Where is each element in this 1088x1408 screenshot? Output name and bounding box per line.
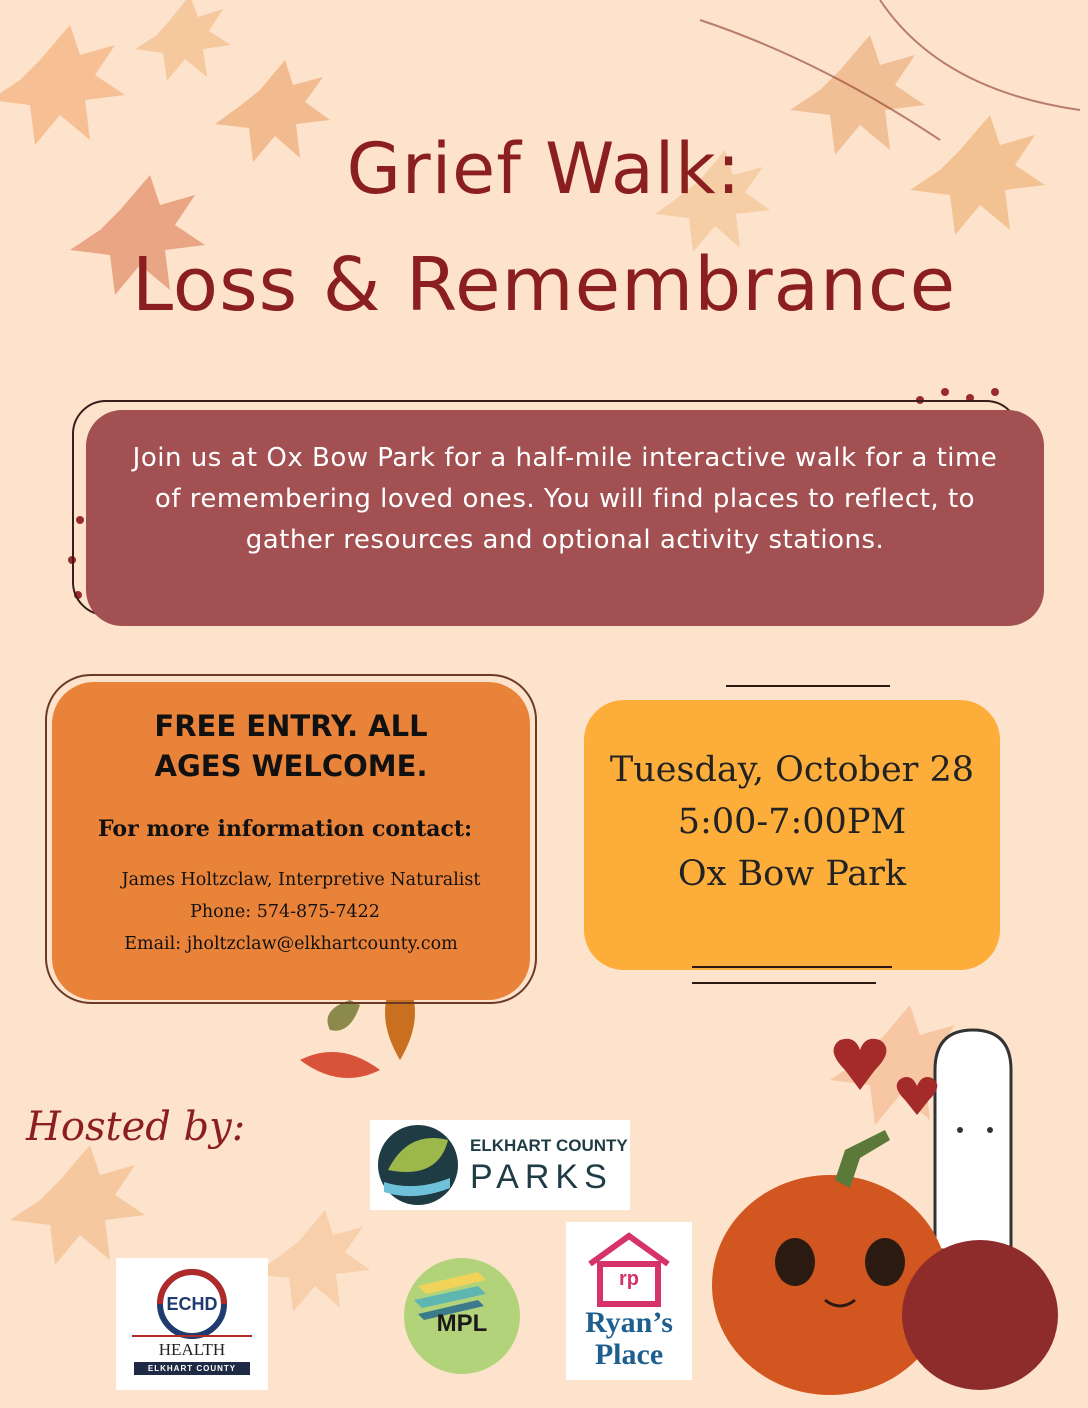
- date-box: [584, 700, 1000, 970]
- title-line-1: Grief Walk:: [346, 128, 742, 210]
- parks-line-2: PARKS: [470, 1158, 613, 1196]
- mpl-logo: [378, 1216, 558, 1376]
- hosted-by-label: Hosted by:: [26, 1104, 246, 1150]
- free-entry-text: FREE ENTRY. ALL AGES WELCOME.: [154, 709, 428, 783]
- intro-text: Join us at Ox Bow Park for a half-mile interactive walk for a time of remembering loved ones. You will find places to reflect, to gather resources and optional activity stations.: [132, 443, 998, 555]
- info-box: [52, 682, 530, 1000]
- date-bottom-rule-2: [692, 982, 876, 984]
- event-date: Tuesday, October 28: [609, 750, 975, 790]
- echd-line-1: HEALTH: [158, 1340, 226, 1359]
- date-bottom-rule: [692, 966, 892, 968]
- echd-health-logo: [116, 1258, 268, 1390]
- ryans-line-2: Place: [594, 1338, 664, 1371]
- intro-box: [86, 410, 1044, 626]
- parks-line-1: ELKHART COUNTY: [470, 1136, 628, 1155]
- contact-email: Email: jholtzclaw@elkhartcounty.com: [124, 934, 458, 954]
- date-top-rule: [726, 685, 890, 687]
- contact-name: James Holtzclaw, Interpretive Naturalist: [121, 870, 481, 890]
- ryans-line-1: Ryan’s: [585, 1306, 673, 1339]
- title-line-2: Loss & Remembrance: [131, 242, 957, 328]
- event-time: 5:00-7:00PM: [677, 802, 907, 842]
- event-location: Ox Bow Park: [677, 854, 907, 894]
- ryans-place-logo: [566, 1222, 692, 1380]
- echd-mark: ECHD: [166, 1294, 218, 1314]
- echd-line-2: ELKHART COUNTY: [134, 1362, 250, 1375]
- contact-phone: Phone: 574-875-7422: [190, 902, 380, 922]
- elkhart-county-parks-logo: [370, 1120, 630, 1210]
- mpl-mark: MPL: [436, 1310, 488, 1337]
- contact-heading: For more information contact:: [98, 816, 473, 842]
- ryans-mark: rp: [619, 1268, 639, 1290]
